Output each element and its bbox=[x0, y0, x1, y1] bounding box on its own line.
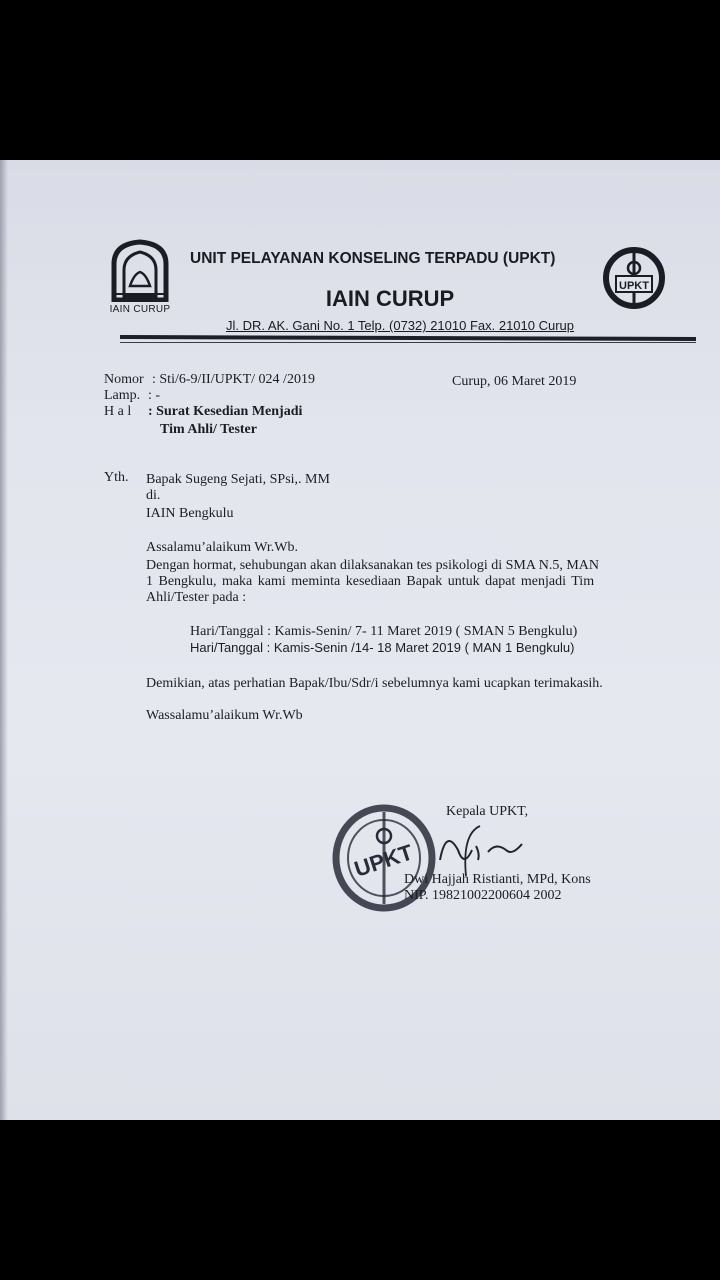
schedule-line-1: Hari/Tanggal : Kamis-Senin/ 7- 11 Maret 2019 ( SMAN 5 Bengkulu) bbox=[190, 624, 578, 639]
hal-value-1: : Surat Kesedian Menjadi bbox=[148, 404, 303, 419]
signature-title: Kepala UPKT, bbox=[446, 804, 529, 819]
letterhead-rule-thick bbox=[120, 335, 696, 341]
institution-address: Jl. DR. AK. Gani No. 1 Telp. (0732) 21010 Fax. 21010 Curup bbox=[225, 318, 575, 333]
letter-paper bbox=[0, 160, 720, 1120]
closing-text: Demikian, atas perhatian Bapak/Ibu/Sdr/i sebelumnya kami ucapkan terimakasih. bbox=[146, 676, 603, 691]
lamp-value: : - bbox=[148, 388, 161, 403]
mosque-emblem-icon bbox=[108, 238, 172, 302]
paragraph-line-1: Dengan hormat, sehubungan akan dilaksanakan tes psikologi di SMA N.5, MAN bbox=[146, 558, 599, 573]
recipient-place: IAIN Bengkulu bbox=[146, 506, 234, 521]
greeting: Assalamu’alaikum Wr.Wb. bbox=[146, 540, 298, 555]
stamp-text: UPKT bbox=[351, 839, 416, 882]
signatory-nip: NIP. 19821002200604 2002 bbox=[404, 888, 562, 903]
iain-logo bbox=[104, 238, 176, 320]
recipient-di: di. bbox=[146, 488, 161, 503]
schedule-line-2: Hari/Tanggal : Kamis-Senin /14- 18 Maret 2019 ( MAN 1 Bengkulu) bbox=[190, 640, 575, 655]
hal-label: H a l bbox=[104, 404, 132, 419]
nomor-label: Nomor bbox=[104, 372, 144, 387]
signatory-name: Dwi Hajjah Ristianti, MPd, Kons bbox=[404, 872, 591, 887]
unit-name: UNIT PELAYANAN KONSELING TERPADU (UPKT) bbox=[190, 250, 556, 267]
upkt-logo-text: UPKT bbox=[619, 280, 649, 292]
lamp-label: Lamp. bbox=[104, 388, 141, 403]
nomor-value: : Sti/6-9/II/UPKT/ 024 /2019 bbox=[152, 372, 315, 387]
yth-label: Yth. bbox=[104, 470, 129, 485]
hal-value-2: Tim Ahli/ Tester bbox=[160, 422, 257, 437]
place-date: Curup, 06 Maret 2019 bbox=[452, 374, 577, 389]
paragraph-line-2: 1 Bengkulu, maka kami meminta kesediaan Bapak untuk dapat menjadi Tim bbox=[146, 574, 595, 589]
institution-name: IAIN CURUP bbox=[325, 286, 455, 311]
upkt-logo bbox=[602, 246, 666, 315]
recipient-name: Bapak Sugeng Sejati, SPsi,. MM bbox=[146, 472, 330, 487]
upkt-emblem-icon bbox=[602, 246, 666, 310]
farewell-text: Wassalamu’alaikum Wr.Wb bbox=[146, 708, 303, 723]
logo-left-caption: IAIN CURUP bbox=[109, 304, 171, 315]
paragraph-line-3: Ahli/Tester pada : bbox=[146, 590, 247, 605]
letterhead-rule-thin bbox=[120, 342, 696, 343]
